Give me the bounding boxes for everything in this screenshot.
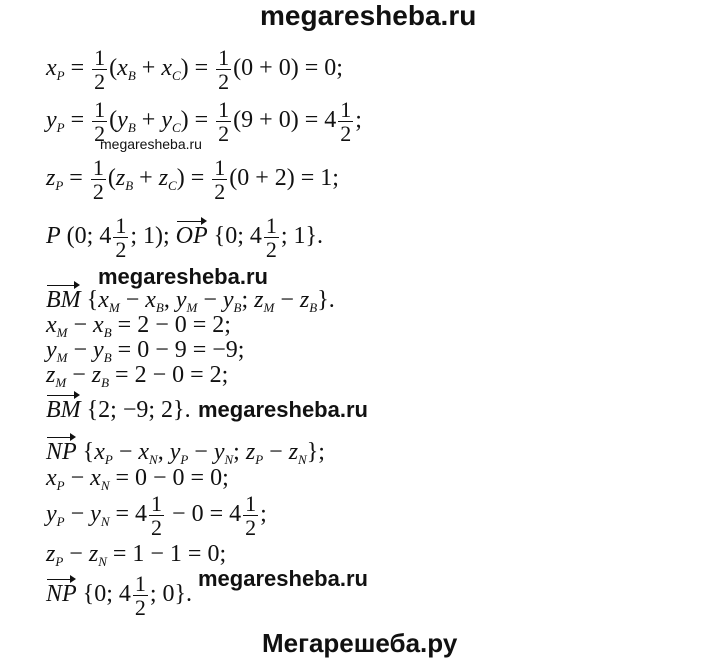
equation-yp: $y_P$ = $\frac{1}{2}$ $(y_B + y_C)$ = $\frac{1}{2}$ (9 + 0) = 4 $\frac{1}{2}$ ; [46,97,362,147]
vector-np: NP [46,439,77,465]
equation-bm-y: $y_M - y_B = 0 - 9 = -9$; [46,337,245,365]
fraction: $\frac{1}{2}$ [218,97,230,147]
fraction: $\frac{1}{2}$ [94,45,106,95]
equation-bm-z: $z_M - z_B = 2 - 0 = 2$; [46,362,229,390]
fraction: $\frac{1}{2}$ [340,97,352,147]
equation-np-x: $x_P - x_N = 0 - 0 = 0$; [46,465,229,493]
watermark-mid-3: megaresheba.ru [198,566,368,591]
watermark-mid-2: megaresheba.ru [198,397,368,422]
equation-bm-result: BM {2; −9; 2}. [46,397,191,423]
fraction: $\frac{1}{2}$ [134,571,146,621]
fraction: $\frac{1}{2}$ [92,155,104,205]
fraction: $\frac{1}{2}$ [245,491,257,541]
equation-np-def: NP {$x_P - x_N$, $y_P - y_N$; $z_P - z_N$}; [46,439,325,467]
fraction: $\frac{1}{2}$ [151,491,163,541]
vector-bm: BM [46,397,81,423]
watermark-mid-1: megaresheba.ru [98,264,268,289]
equation-bm-x: $x_M - x_B = 2 - 0 = 2$; [46,312,231,340]
watermark-top: megaresheba.ru [260,0,477,31]
fraction: $\frac{1}{2}$ [115,213,127,263]
fraction: $\frac{1}{2}$ [218,45,230,95]
equation-np-y: $y_P - y_N = 4$ $\frac{1}{2}$ − 0 = 4 $\frac{1}{2}$ ; [46,491,267,541]
equation-p-point: P (0; 4 $\frac{1}{2}$ ; 1); OP {0; 4 $\frac{1}{2}$ ; 1}. [46,213,324,263]
watermark-bottom: Мегарешеба.ру [262,628,458,658]
vector-op: OP [175,223,208,250]
equation-bm-def: BM {$x_M - x_B$, $y_M - y_B$; $z_M - z_B$}. [46,287,335,315]
equation-np-z: $z_P - z_N = 1 - 1 = 0$; [46,541,227,569]
vector-np: NP [46,581,77,608]
equation-np-result: NP {0; 4 $\frac{1}{2}$ ; 0}. [46,571,193,621]
fraction: $\frac{1}{2}$ [214,155,226,205]
watermark-small: megaresheba.ru [100,136,202,152]
equation-zp: $z_P$ = $\frac{1}{2}$ $(z_B + z_C)$ = $\frac{1}{2}$ (0 + 2) = 1; [46,155,339,205]
equation-xp: $x_P$ = $\frac{1}{2}$ $(x_B + x_C)$ = $\frac{1}{2}$ (0 + 0) = 0; [46,45,343,95]
fraction: $\frac{1}{2}$ [265,213,277,263]
vector-bm: BM [46,287,81,313]
fraction: $\frac{1}{2}$ [94,97,106,147]
